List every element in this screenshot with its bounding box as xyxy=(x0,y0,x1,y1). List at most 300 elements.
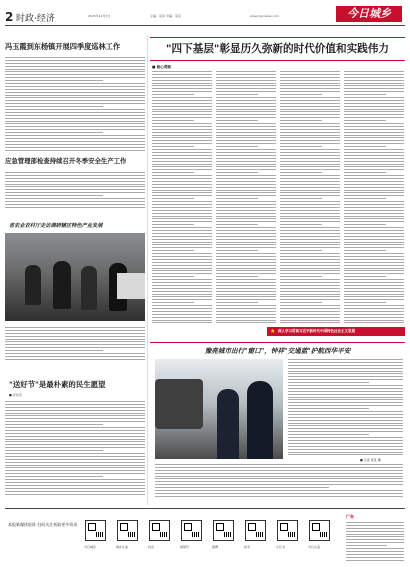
text-line xyxy=(152,132,212,133)
text-line xyxy=(344,320,404,321)
text-line xyxy=(344,308,404,309)
text-line xyxy=(152,320,212,321)
text-line xyxy=(216,83,276,84)
qr-code[interactable] xyxy=(213,520,234,541)
text-line xyxy=(5,453,145,454)
text-line xyxy=(344,253,404,254)
text-line xyxy=(344,137,404,138)
text-line xyxy=(216,322,276,323)
text-line xyxy=(152,111,212,112)
text-line xyxy=(216,114,276,115)
text-line xyxy=(344,279,404,280)
text-line xyxy=(152,143,212,144)
text-line xyxy=(344,169,404,170)
text-line xyxy=(280,230,340,231)
text-line xyxy=(216,140,276,141)
feature-photo xyxy=(155,359,283,459)
article3-body xyxy=(5,327,145,363)
text-line xyxy=(216,317,276,318)
text-line xyxy=(216,299,276,300)
text-line xyxy=(5,74,145,75)
lower-feature xyxy=(150,342,405,505)
text-line xyxy=(280,282,340,283)
text-line xyxy=(280,135,340,136)
text-line xyxy=(344,210,404,211)
text-line xyxy=(344,71,404,72)
text-line xyxy=(5,404,145,405)
text-line xyxy=(344,172,386,173)
qr-code[interactable] xyxy=(181,520,202,541)
text-line xyxy=(5,424,103,425)
text-line xyxy=(5,491,145,492)
text-line xyxy=(344,143,404,144)
text-line xyxy=(152,126,212,127)
text-line xyxy=(5,339,145,340)
bottom-article-body xyxy=(5,401,145,497)
text-line xyxy=(280,88,340,89)
text-line xyxy=(152,172,194,173)
text-line xyxy=(5,97,145,98)
text-line xyxy=(5,80,103,81)
article1-body xyxy=(5,57,145,152)
text-line xyxy=(5,121,145,122)
text-line xyxy=(344,175,404,176)
column-divider xyxy=(147,35,148,505)
text-line xyxy=(216,187,276,188)
text-line xyxy=(5,479,145,480)
text-line xyxy=(216,158,276,159)
text-line xyxy=(216,195,276,196)
text-line xyxy=(152,308,212,309)
text-line xyxy=(216,111,276,112)
text-line xyxy=(344,291,404,292)
qr-code[interactable] xyxy=(117,520,138,541)
text-line xyxy=(152,91,212,92)
text-line xyxy=(344,236,404,237)
text-line xyxy=(280,253,340,254)
text-line xyxy=(280,195,340,196)
qr-label: 抖音 xyxy=(148,545,155,549)
text-line xyxy=(152,201,212,202)
text-line xyxy=(216,106,276,107)
ad-title: 广告 xyxy=(346,514,354,519)
text-line xyxy=(280,268,340,269)
text-line xyxy=(5,109,145,110)
text-line xyxy=(288,431,403,432)
text-line xyxy=(216,233,276,234)
text-line xyxy=(280,288,340,289)
text-line xyxy=(280,126,340,127)
text-line xyxy=(5,60,145,61)
text-line xyxy=(216,216,276,217)
text-line xyxy=(216,230,276,231)
text-line xyxy=(152,97,212,98)
text-line xyxy=(5,341,145,342)
text-line xyxy=(346,542,404,543)
text-line xyxy=(152,221,212,222)
text-line xyxy=(152,135,212,136)
text-line xyxy=(288,411,403,412)
text-line xyxy=(5,350,103,351)
text-line xyxy=(216,71,276,72)
main-col-3 xyxy=(280,71,340,326)
text-line xyxy=(5,57,145,58)
text-line xyxy=(5,178,145,179)
text-line xyxy=(152,74,212,75)
text-line xyxy=(152,259,212,260)
text-line xyxy=(280,187,340,188)
text-line xyxy=(5,407,145,408)
text-line xyxy=(5,204,145,205)
text-line xyxy=(344,244,404,245)
text-line xyxy=(280,114,340,115)
text-line xyxy=(152,224,194,225)
text-line xyxy=(152,276,194,277)
feature-rule xyxy=(150,342,405,343)
text-line xyxy=(280,155,340,156)
text-line xyxy=(280,201,340,202)
text-line xyxy=(344,158,404,159)
text-line xyxy=(216,204,276,205)
text-line xyxy=(152,279,212,280)
text-line xyxy=(152,296,212,297)
text-line xyxy=(216,169,276,170)
text-line xyxy=(155,478,403,479)
text-line xyxy=(280,172,322,173)
text-line xyxy=(288,371,403,372)
text-line xyxy=(216,184,276,185)
text-line xyxy=(280,314,340,315)
text-line xyxy=(5,421,145,422)
text-line xyxy=(5,459,145,460)
qr-code[interactable] xyxy=(277,520,298,541)
text-line xyxy=(280,265,340,266)
text-line xyxy=(216,320,276,321)
text-line xyxy=(216,270,276,271)
text-line xyxy=(344,117,404,118)
text-line xyxy=(216,77,276,78)
text-line xyxy=(152,149,212,150)
text-line xyxy=(216,253,276,254)
text-line xyxy=(216,155,276,156)
text-line xyxy=(216,285,276,286)
text-line xyxy=(5,353,145,354)
text-line xyxy=(280,129,340,130)
text-line xyxy=(152,288,212,289)
text-line xyxy=(155,493,403,494)
text-line xyxy=(5,333,145,334)
text-line xyxy=(152,322,212,323)
text-line xyxy=(280,213,340,214)
qr-code[interactable] xyxy=(85,520,106,541)
text-line xyxy=(216,262,276,263)
text-line xyxy=(344,123,404,124)
text-line xyxy=(280,117,340,118)
qr-code[interactable] xyxy=(309,520,330,541)
text-line xyxy=(152,161,212,162)
text-line xyxy=(152,166,212,167)
text-line xyxy=(5,184,145,185)
text-line xyxy=(280,103,340,104)
text-line xyxy=(344,80,404,81)
text-line xyxy=(288,379,403,380)
text-line xyxy=(344,83,404,84)
text-line xyxy=(5,150,145,151)
text-line xyxy=(216,207,276,208)
text-line xyxy=(152,137,212,138)
text-line xyxy=(344,164,404,165)
footer-rule xyxy=(5,508,405,509)
main-title-rule-bottom xyxy=(150,60,405,61)
main-title-rule xyxy=(150,37,405,38)
article-photo-left xyxy=(5,233,145,321)
text-line xyxy=(344,221,404,222)
text-line xyxy=(344,276,386,277)
feature-body-bottom xyxy=(155,464,403,500)
text-line xyxy=(5,100,145,101)
text-line xyxy=(280,166,340,167)
text-line xyxy=(280,207,340,208)
text-line xyxy=(216,120,258,121)
text-line xyxy=(216,279,276,280)
text-line xyxy=(152,80,212,81)
text-line xyxy=(280,120,322,121)
text-line xyxy=(216,137,276,138)
text-line xyxy=(152,146,194,147)
page-header xyxy=(0,0,410,30)
text-line xyxy=(152,198,194,199)
text-line xyxy=(152,77,212,78)
text-line xyxy=(216,273,276,274)
text-line xyxy=(344,268,404,269)
text-line xyxy=(152,299,212,300)
text-line xyxy=(5,92,145,93)
text-line xyxy=(346,522,404,523)
text-line xyxy=(152,117,212,118)
text-line xyxy=(288,397,403,398)
text-line xyxy=(216,166,276,167)
text-line xyxy=(155,476,403,477)
text-line xyxy=(5,415,145,416)
text-line xyxy=(5,103,145,104)
text-line xyxy=(344,256,404,257)
text-line xyxy=(280,218,340,219)
text-line xyxy=(155,467,403,468)
footer-ad xyxy=(346,514,404,560)
text-line xyxy=(5,135,145,136)
text-line xyxy=(5,430,145,431)
text-line xyxy=(5,488,145,489)
text-line xyxy=(5,450,103,451)
text-line xyxy=(155,464,403,465)
text-line xyxy=(152,195,212,196)
text-line xyxy=(5,112,145,113)
text-line xyxy=(280,123,340,124)
text-line xyxy=(344,178,404,179)
text-line xyxy=(346,525,404,526)
text-line xyxy=(346,528,404,529)
text-line xyxy=(344,198,386,199)
photo-caption-title: 省农业农村厅走访调研辖区特色产业发展 xyxy=(9,223,103,229)
photo-figure xyxy=(25,265,41,305)
text-line xyxy=(216,213,276,214)
text-line xyxy=(344,126,404,127)
text-line xyxy=(152,152,212,153)
main-col-4 xyxy=(344,71,404,326)
text-line xyxy=(5,89,145,90)
text-line xyxy=(5,467,145,468)
text-line xyxy=(5,192,145,193)
text-line xyxy=(280,91,340,92)
text-line xyxy=(344,74,404,75)
text-line xyxy=(216,288,276,289)
text-line xyxy=(344,94,386,95)
text-line xyxy=(346,554,404,555)
qr-code[interactable] xyxy=(149,520,170,541)
text-line xyxy=(5,77,145,78)
right-block xyxy=(150,35,405,335)
text-line xyxy=(5,69,145,70)
text-line xyxy=(344,85,404,86)
text-line xyxy=(216,146,258,147)
text-line xyxy=(344,216,404,217)
text-line xyxy=(280,94,322,95)
text-line xyxy=(152,88,212,89)
text-line xyxy=(152,155,212,156)
text-line xyxy=(5,441,145,442)
text-line xyxy=(288,446,403,447)
text-line xyxy=(152,282,212,283)
text-line xyxy=(5,198,145,199)
text-line xyxy=(288,376,403,377)
text-line xyxy=(152,109,212,110)
text-line xyxy=(5,207,145,208)
feature-title: 豫亮城市出行"窗口"，钟祥"交通蓝"护航西华平安 xyxy=(204,347,351,355)
text-line xyxy=(5,418,145,419)
text-line xyxy=(344,184,404,185)
text-line xyxy=(216,161,276,162)
text-line xyxy=(344,135,404,136)
text-line xyxy=(344,273,404,274)
text-line xyxy=(288,399,403,400)
text-line xyxy=(216,149,276,150)
issue-date: 2025年12月5日 xyxy=(88,14,111,18)
text-line xyxy=(280,204,340,205)
text-line xyxy=(5,465,145,466)
text-line xyxy=(152,106,212,107)
text-line xyxy=(152,291,212,292)
text-line xyxy=(280,320,340,321)
main-subhead: ■ 核心观察 xyxy=(152,65,172,69)
text-line xyxy=(280,109,340,110)
feature-body-right xyxy=(288,359,403,459)
text-line xyxy=(216,311,276,312)
footer xyxy=(0,508,410,567)
text-line xyxy=(152,314,212,315)
text-line xyxy=(344,187,404,188)
qr-code[interactable] xyxy=(245,520,266,541)
text-line xyxy=(344,161,404,162)
qr-label: 城乡头条 xyxy=(116,545,129,549)
text-line xyxy=(344,294,404,295)
text-line xyxy=(344,288,404,289)
main-article-title: "四下基层"彰显历久弥新的时代价值和实践伟力 xyxy=(166,43,389,55)
section-name: 时政·经济 xyxy=(16,14,55,24)
text-line xyxy=(344,100,404,101)
text-line xyxy=(280,132,340,133)
text-line xyxy=(5,427,145,428)
text-line xyxy=(280,111,340,112)
photo-officer xyxy=(247,381,273,459)
article1-text-lines xyxy=(5,57,145,152)
photo-figure xyxy=(53,261,71,309)
text-line xyxy=(288,425,403,426)
text-line xyxy=(152,192,212,193)
text-line xyxy=(344,230,404,231)
text-line xyxy=(280,256,340,257)
text-line xyxy=(152,227,212,228)
text-line xyxy=(5,141,145,142)
text-line xyxy=(216,282,276,283)
text-line xyxy=(288,452,403,453)
text-line xyxy=(280,239,340,240)
text-line xyxy=(344,314,404,315)
text-line xyxy=(5,330,145,331)
text-line xyxy=(152,169,212,170)
banner-text: 深入学习贯彻习近平新时代中国特色社会主义思想 xyxy=(278,329,355,333)
qr-label: 视频号 xyxy=(180,545,190,549)
text-line xyxy=(288,428,403,429)
text-line xyxy=(280,140,340,141)
text-line xyxy=(344,311,404,312)
text-line xyxy=(5,66,145,67)
text-line xyxy=(288,402,403,403)
text-line xyxy=(152,213,212,214)
text-line xyxy=(152,236,212,237)
text-line xyxy=(5,181,145,182)
text-line xyxy=(280,291,340,292)
text-line xyxy=(216,103,276,104)
text-line xyxy=(152,210,212,211)
text-line xyxy=(152,233,212,234)
text-line xyxy=(216,265,276,266)
text-line xyxy=(280,77,340,78)
text-line xyxy=(5,401,145,402)
text-line xyxy=(280,178,340,179)
text-line xyxy=(346,557,404,558)
text-line xyxy=(280,137,340,138)
text-line xyxy=(344,77,404,78)
text-line xyxy=(280,100,340,101)
text-line xyxy=(5,473,145,474)
text-line xyxy=(344,181,404,182)
text-line xyxy=(344,91,404,92)
text-line xyxy=(288,362,403,363)
text-line xyxy=(216,239,276,240)
text-line xyxy=(216,181,276,182)
text-line xyxy=(216,296,276,297)
text-line xyxy=(152,204,212,205)
text-line xyxy=(216,152,276,153)
text-line xyxy=(280,80,340,81)
text-line xyxy=(344,262,404,263)
text-line xyxy=(344,305,404,306)
text-line xyxy=(344,166,404,167)
footer-left-text: 本报新媒体矩阵 扫码关注获取更多资讯 xyxy=(8,522,78,527)
text-line xyxy=(152,184,212,185)
text-line xyxy=(5,201,145,202)
text-line xyxy=(280,294,340,295)
